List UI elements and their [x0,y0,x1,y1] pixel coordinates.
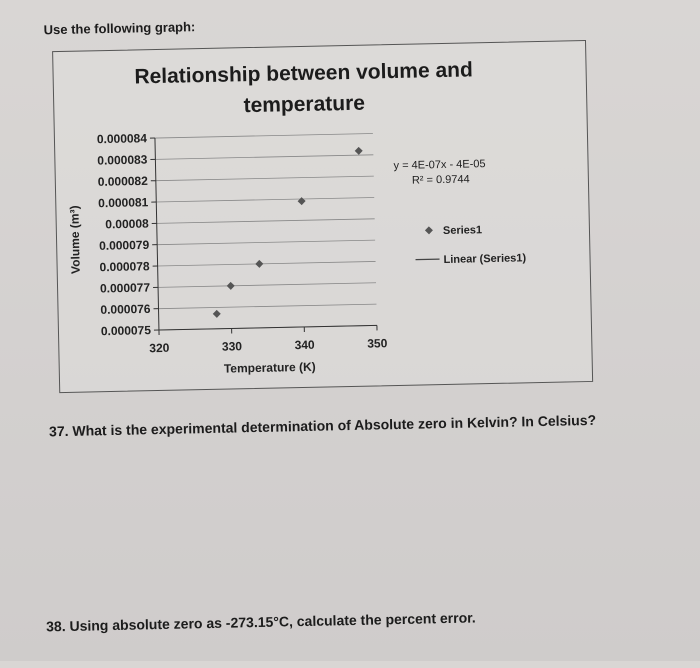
x-axis-line [159,325,377,330]
y-tick-label: 0.000081 [98,195,149,210]
y-tick-label: 0.000083 [97,153,148,168]
x-axis-label: Temperature (K) [224,360,316,376]
y-gridline [157,219,375,224]
y-tick-label: 0.000077 [100,281,151,296]
y-gridline [156,197,374,202]
y-gridline [155,133,373,138]
trendline-r-squared: R² = 0.9744 [412,173,470,186]
grid-lines [155,133,377,330]
y-tick-label: 0.00008 [105,217,149,232]
chart-frame [52,40,593,393]
question-37: 37. What is the experimental determination of Absolute zero in Kelvin? In Celsius? [49,412,596,439]
y-tick-label: 0.000078 [99,259,150,274]
trendline-equation: y = 4E-07x - 4E-05 [393,158,485,172]
y-tick-label: 0.000075 [101,323,152,338]
intro-text: Use the following graph: [43,19,195,37]
legend-series1-marker [425,226,433,234]
y-gridline [158,261,376,266]
chart-title: Relationship between volume and temperature [113,54,494,124]
y-gridline [158,283,376,288]
x-tick-label: 320 [149,341,170,355]
y-axis-label: Volume (m³) [67,205,82,274]
x-tick-label: 340 [294,338,315,352]
data-point [255,260,263,268]
y-tick-label: 0.000076 [100,302,151,317]
y-gridline [157,240,375,245]
data-point [213,310,221,318]
data-point [355,147,363,155]
y-gridline [156,176,374,181]
legend-trendline-label: Linear (Series1) [443,252,526,266]
y-gridline [159,304,377,309]
x-tick-label: 330 [222,339,243,353]
legend-series1-label: Series1 [443,224,482,237]
y-tick-label: 0.000084 [97,131,148,146]
question-38: 38. Using absolute zero as -273.15°C, calculate the percent error. [46,609,476,634]
legend [415,223,527,266]
scatter-chart [53,41,592,392]
y-axis-line [155,138,159,330]
data-point [298,197,306,205]
data-point [227,282,235,290]
legend-trendline-marker [416,259,440,260]
x-tick-label: 350 [367,336,388,350]
tick-labels [97,126,388,356]
y-tick-label: 0.000082 [98,174,149,189]
y-gridline [155,155,373,160]
data-points [209,147,366,318]
y-tick-label: 0.000079 [99,238,150,253]
